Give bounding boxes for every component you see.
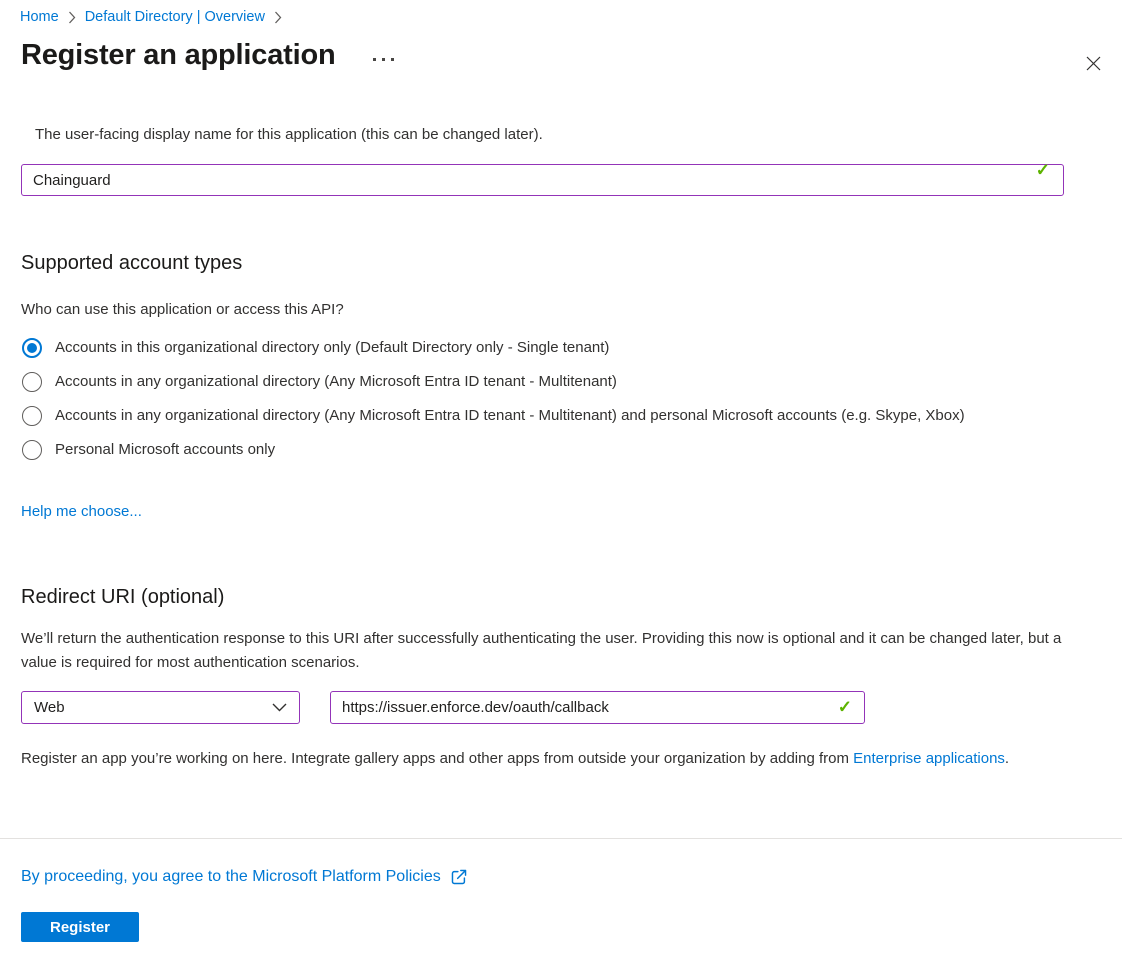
dot — [382, 58, 385, 61]
redirect-uri-row — [0, 691, 1122, 724]
breadcrumb-directory-link[interactable]: Default Directory | Overview — [84, 9, 265, 25]
account-type-option-multitenant[interactable] — [22, 370, 1122, 394]
radio-icon[interactable] — [22, 406, 42, 426]
breadcrumb-home-link[interactable]: Home — [20, 9, 59, 25]
radio-label: Accounts in any organizational directory (Any Microsoft Entra ID tenant - Multitenant) and personal Microsoft accounts (e.g. Skype, Xbox) — [55, 407, 965, 424]
page-title: Register an application — [21, 39, 336, 71]
radio-icon[interactable] — [22, 372, 42, 392]
breadcrumb — [0, 0, 1122, 25]
supported-account-types-heading: Supported account types — [21, 252, 243, 274]
chevron-right-icon — [68, 11, 76, 24]
enterprise-applications-link[interactable]: Enterprise applications — [853, 750, 1005, 767]
platform-policies-link[interactable] — [21, 866, 468, 888]
footer — [0, 838, 1122, 963]
dot — [391, 58, 394, 61]
platform-select[interactable] — [21, 691, 300, 724]
redirect-uri-heading: Redirect URI (optional) — [21, 586, 225, 608]
chevron-down-icon — [272, 703, 287, 712]
redirect-uri-input[interactable] — [330, 691, 865, 724]
platform-policies-text: By proceeding, you agree to the Microsoft Platform Policies — [21, 868, 441, 885]
help-me-choose-link[interactable]: Help me choose... — [21, 503, 142, 520]
chevron-right-icon — [274, 11, 282, 24]
external-link-icon — [450, 868, 468, 886]
account-type-option-personal-only[interactable] — [22, 438, 1122, 462]
more-options-icon[interactable] — [369, 54, 398, 65]
platform-select-value: Web — [34, 699, 65, 716]
dot — [373, 58, 376, 61]
radio-label: Accounts in any organizational directory (Any Microsoft Entra ID tenant - Multitenant) — [55, 373, 617, 390]
redirect-uri-description: We’ll return the authentication response to this URI after successfully authenticating the user. Providing this now is optional and it can be changed later, but a value is required for most authentication scenarios. — [21, 630, 1062, 671]
register-button[interactable]: Register — [21, 912, 139, 942]
enterprise-note — [0, 747, 1060, 771]
account-type-option-single-tenant[interactable] — [22, 336, 1122, 360]
account-type-option-multitenant-personal[interactable] — [22, 404, 1122, 428]
valid-check-icon: ✓ — [837, 697, 852, 717]
radio-label: Personal Microsoft accounts only — [55, 441, 276, 458]
radio-icon[interactable] — [22, 338, 42, 358]
display-name-input[interactable] — [21, 164, 1064, 196]
radio-label: Accounts in this organizational directory only (Default Directory only - Single tenant) — [55, 339, 610, 356]
redirect-uri-field-wrap — [330, 691, 865, 724]
account-types-question: Who can use this application or access this API? — [21, 301, 344, 318]
page-header — [0, 39, 1122, 72]
account-type-radio-group — [0, 336, 1122, 462]
display-name-description: The user-facing display name for this application (this can be changed later). — [35, 126, 543, 143]
enterprise-note-text: Register an app you’re working on here. Integrate gallery apps and other apps from outside your organization by adding from — [21, 750, 854, 767]
radio-icon[interactable] — [22, 440, 42, 460]
enterprise-note-suffix: . — [1004, 750, 1010, 767]
close-icon[interactable] — [1080, 50, 1106, 76]
display-name-field-wrap — [0, 145, 1064, 196]
valid-check-icon: ✓ — [1035, 160, 1050, 180]
